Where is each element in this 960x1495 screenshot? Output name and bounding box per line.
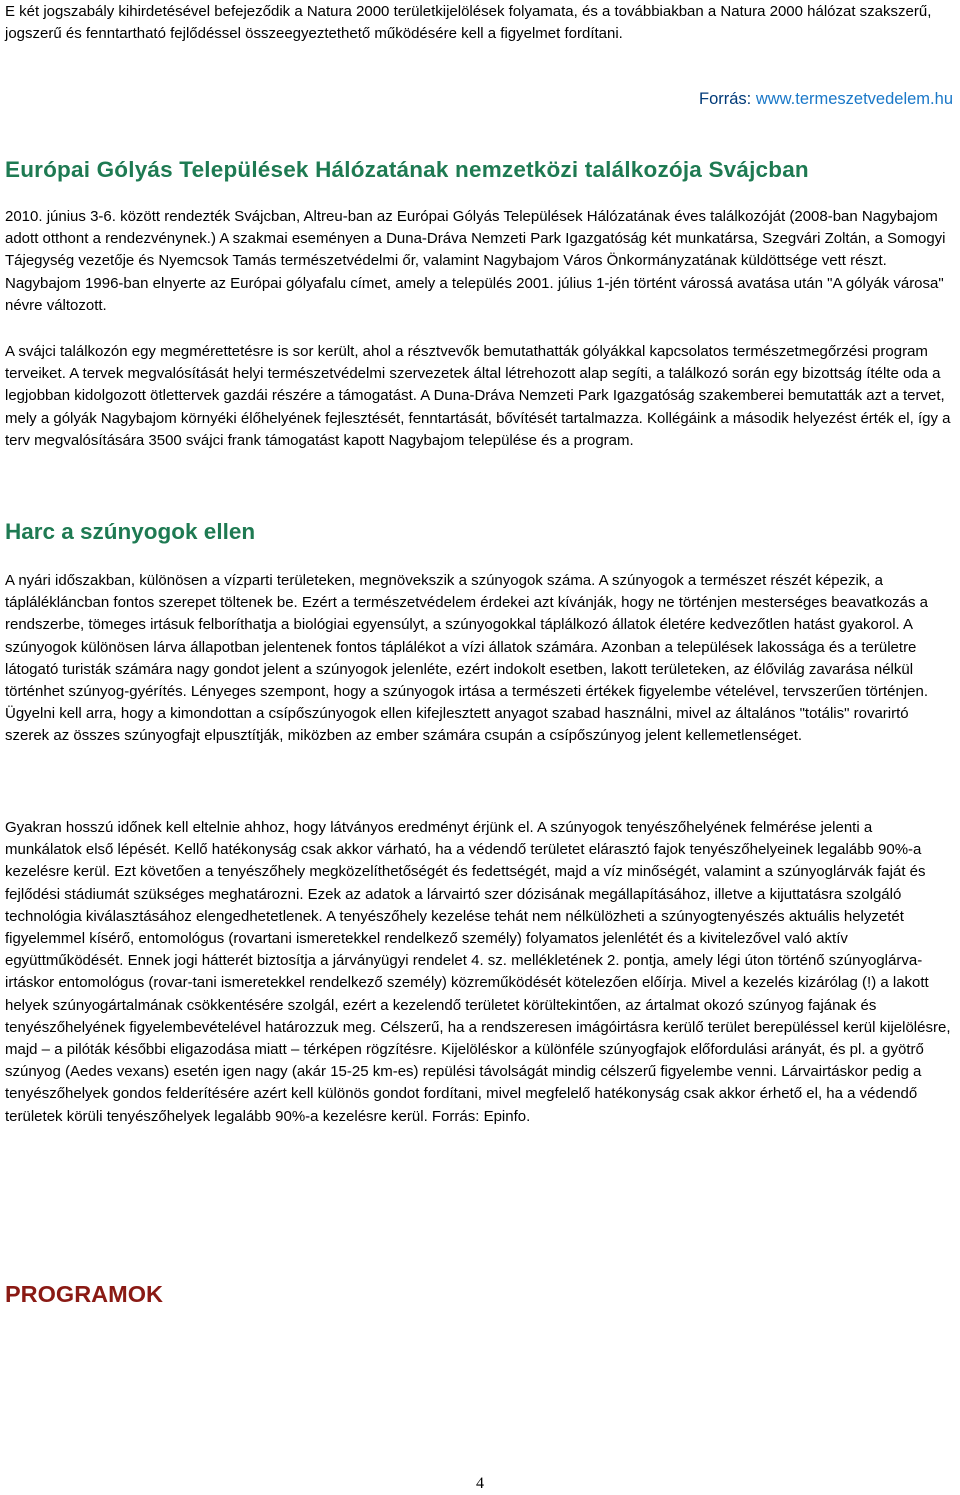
source-label: Forrás: xyxy=(698,90,756,108)
programs-section-title: PROGRAMOK xyxy=(5,1281,163,1307)
source-line xyxy=(5,88,953,110)
mosquito-section-title: Harc a szúnyogok ellen xyxy=(5,519,256,544)
mosquito-paragraph-2: Gyakran hosszú időnek kell eltelnie ahhoz, hogy látványos eredményt érjünk el. A szúnyogok tenyészőhelyének felmérése jelenti a munkálatok első lépését. Kellő hatékonyság csak akkor várható, ha a védendő területet elárasztó fajok tenyészőhelyeinek legalább 90%-a kezelésre kerül. Ezt követően a tenyészőhely megközelíthetőségét és fedettségét, majd a víz minőségét, valamint a szúnyoglárvák faját és fejlődési stádiumát szükséges meghatározni. Ezek az adatok a lárvairtó szer dózisának megállapításához, illetve a kijuttatásra szolgáló technológia kiválasztásához elengedhetetlenek. A tenyészőhely kezelése tehát nem nélkülözheti a szúnyogtenyészés aktuális helyzetét figyelemmel kísérő, entomológus (rovartani ismeretekkel rendelkező személy) folyamatos jelenlétét és a kivitelezővel való aktív együttműködését. Ennek jogi hátterét biztosítja a járványügyi rendelet 4. sz. mellékletének 2. pontja, amely légi úton történő szúnyoglárva-irtáskor entomológus (rovar-tani ismeretekkel rendelkező személy) közreműködését kötelezően előírja. Mivel a kezelés kizárólag (!) a lakott helyek szúnyogártalmának csökkentésére szolgál, ezért a kezelendő területet körültekintően, az ártalmat okozó szúnyog fajának és tenyészőhelyének figyelembevételével határozzuk meg. Célszerű, ha a rendszeresen imágóirtásra kerülő terület berepüléssel kerül kijelölésre, majd – a pilóták későbbi eligazodása miatt – térképen rögzítésre. Kijelöléskor a különféle szúnyogfajok előfordulási arányát, és pl. a gyötrő szúnyog (Aedes vexans) esetén igen nagy (akár 15-25 km-es) repülési távolságát mindig célszerű figyelembe venni. Lárvairtáskor pedig a tenyészőhelyek gondos felderítésére azért kell különös gondot fordítani, mivel megfelelő hatékonyság csak akkor érhető el, ha a védendő területek körüli tenyészőhelyek legalább 90%-a kezelésre kerül. Forrás: Epinfo. xyxy=(5,819,951,1125)
stork-paragraph-1: 2010. június 3-6. között rendezték Svájcban, Altreu-ban az Európai Gólyás Települések Hálózatának éves találkozóját (2008-ban Nagybajom adott otthont a rendezvénynek.) A szakmai eseményen a Duna-Dráva Nemzeti Park Igazgatóság két munkatársa, Szegvári Zoltán, a Somogyi Tájegység vezetője és Nyemcsok Tamás természetvédelmi őr, valamint Nagybajom Város Önkormányzatának küldöttsége vett részt. Nagybajom 1996-ban elnyerte az Európai gólyafalu címet, amely a település 2001. július 1-jén történt várossá avatása után "A gólyák városa" névre változott. xyxy=(5,208,946,314)
stork-section-title: Európai Gólyás Települések Hálózatának nemzetközi találkozója Svájcban xyxy=(5,157,809,182)
page-number: 4 xyxy=(476,1475,484,1492)
source-link[interactable]: www.termeszetvedelem.hu xyxy=(755,90,953,108)
stork-paragraph-2: A svájci találkozón egy megmérettetésre is sor került, ahol a résztvevők bemutathatták gólyákkal kapcsolatos természetmegőrzési program terveiket. A tervek megvalósítását helyi természetvédelmi szervezetek által létrehozott alap segíti, a találkozó során egy bizottság ítélte oda a legjobban kidolgozott ötlettervek gazdái részére a támogatást. A Duna-Dráva Nemzeti Park Igazgatóság szakemberei bemutatták azt a tervet, mely a gólyák Nagybajom környéki élőhelyének fejlesztését, fenntartását, bővítését tartalmazza. Kollégáink a második helyezést érték el, így a terv megvalósítására 3500 svájci frank támogatást kapott Nagybajom települése és a program. xyxy=(5,343,951,449)
mosquito-paragraph-1: A nyári időszakban, különösen a vízparti területeken, megnövekszik a szúnyogok száma. A szúnyogok a természet részét képezik, a táplálékláncban fontos szerepet töltenek be. Ezért a természetvédelem érdekei azt kívánják, hogy ne történjen mesterséges beavatkozás a rendszerbe, tömeges irtásuk felboríthatja a biológiai egyensúlyt, a szúnyogokkal táplálkozó állatok életére kedvezőtlen hatást gyakorol. A szúnyogok különösen lárva állapotban jelentenek fontos táplálékot a vízi állatok számára. Azonban a települések lakossága és a területre látogató turisták számára nagy gondot jelent a szúnyogok jelenléte, ezért indokolt esetben, lakott területeken, az élővilág zavarása nélkül történhet szúnyog-gyérítés. Lényeges szempont, hogy a szúnyogok irtása a természeti értékek figyelembe vételével, tervszerűen történjen. Ügyelni kell arra, hogy a kimondottan a csípőszúnyogok ellen kifejlesztett anyagot szabad használni, mivel az általános "totális" rovarirtó szerek az összes szúnyogfajt elpusztítják, miközben az ember számára csupán a csípőszúnyog jelent kellemetlenséget. xyxy=(5,572,929,745)
intro-paragraph: E két jogszabály kihirdetésével befejeződik a Natura 2000 területkijelölések folyamata, és a továbbiakban a Natura 2000 hálózat szakszerű, jogszerű és fenntartható fejlődéssel összeegyeztethető működésére kell a figyelmet fordítani. xyxy=(5,3,932,43)
